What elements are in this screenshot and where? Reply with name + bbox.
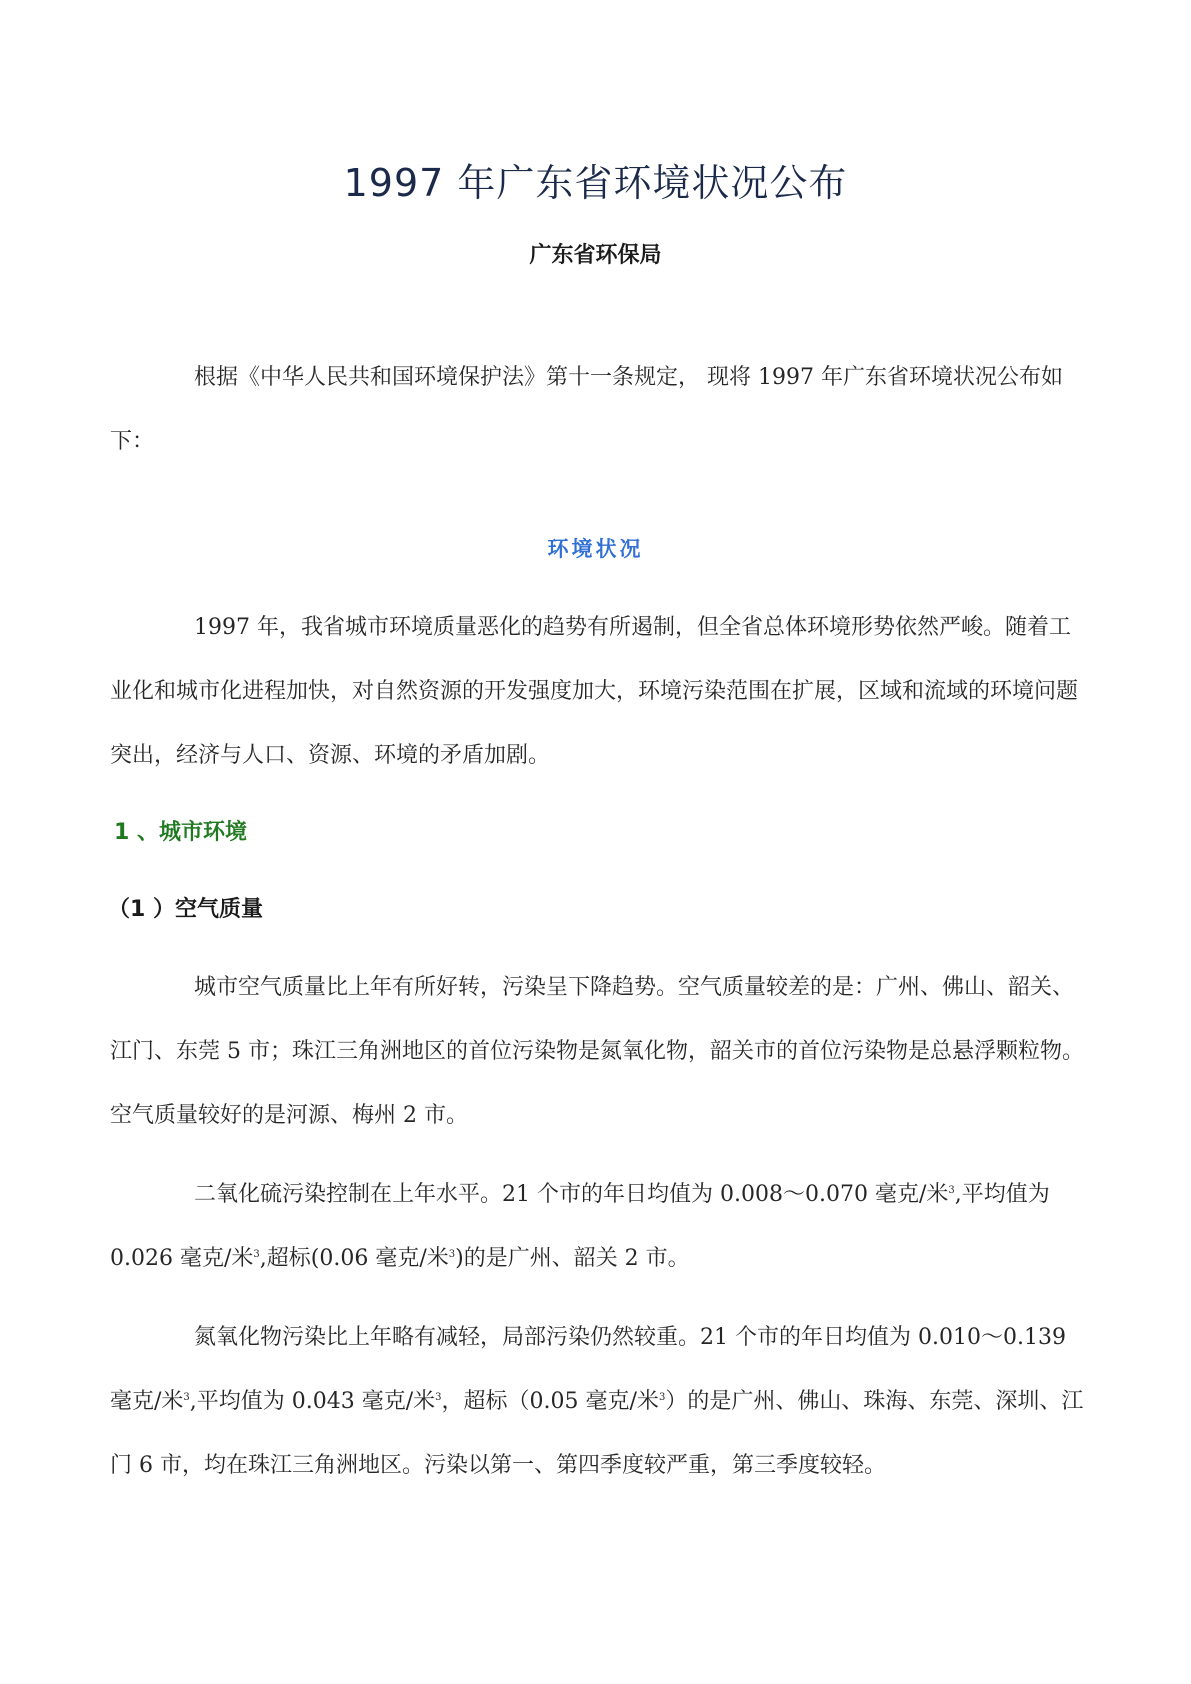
section-heading: 环境状况 [547,536,644,561]
so2-text-b: ,平均值为 0.026 毫克/米 [110,1182,1050,1271]
overview-paragraph: 1997 年，我省城市环境质量恶化的趋势有所遏制，但全省总体环境形势依然严峻。随着工业化和城市化进程加快，对自然资源的开发强度加大，环境污染范围在扩展，区域和流域的环境问题突出，经济与人口、资源、环境的矛盾加剧。 [110,615,1079,768]
cubic-superscript: 3 [948,1185,955,1196]
air-quality-paragraph-1: 城市空气质量比上年有所好转，污染呈下降趋势。空气质量较差的是：广州、佛山、韶关、江门、东莞 5 市；珠江三角洲地区的首位污染物是氮氧化物，韶关市的首位污染物是总悬浮颗粒物。空气质量较好的是河源、梅州 2 市。 [110,975,1084,1128]
so2-text-a: 二氧化硫污染控制在上年水平。21 个市的年日均值为 0.008～0.070 毫克/米 [194,1182,949,1207]
urban-environment-heading: 1 、城市环境 [114,820,247,845]
nox-text-b: ,平均值为 0.043 毫克/米 [189,1389,436,1414]
nitrogen-oxides-paragraph [110,1306,1085,1498]
intro-paragraph: 根据《中华人民共和国环境保护法》第十一条规定， 现将 1997 年广东省环境状况公布如下： [110,365,1063,454]
cubic-superscript: 3 [253,1249,260,1260]
cubic-superscript: 3 [435,1392,442,1403]
nox-text-c: ，超标（0.05 毫克/米 [441,1389,659,1414]
cubic-superscript: 3 [658,1392,666,1403]
cubic-superscript: 3 [183,1392,190,1403]
document-author: 广东省环保局 [529,243,662,268]
sulfur-dioxide-paragraph [110,1163,1085,1291]
cubic-superscript: 3 [448,1249,456,1260]
document-title: 1997 年广东省环境状况公布 [343,161,848,205]
so2-text-c: ,超标(0.06 毫克/米 [259,1246,449,1271]
nox-text-d: ）的是广州、佛山、珠海、东莞、深圳、江门 6 市，均在珠江三角洲地区。污染以第一、第四季度较严重，第三季度较轻。 [110,1389,1084,1478]
air-quality-heading: （1 ）空气质量 [108,897,263,922]
so2-text-d: )的是广州、韶关 2 市。 [455,1246,690,1271]
nox-text-a: 氮氧化物污染比上年略有减轻，局部污染仍然较重。21 个市的年日均值为 0.010～0.139 毫克/米 [110,1325,1066,1414]
